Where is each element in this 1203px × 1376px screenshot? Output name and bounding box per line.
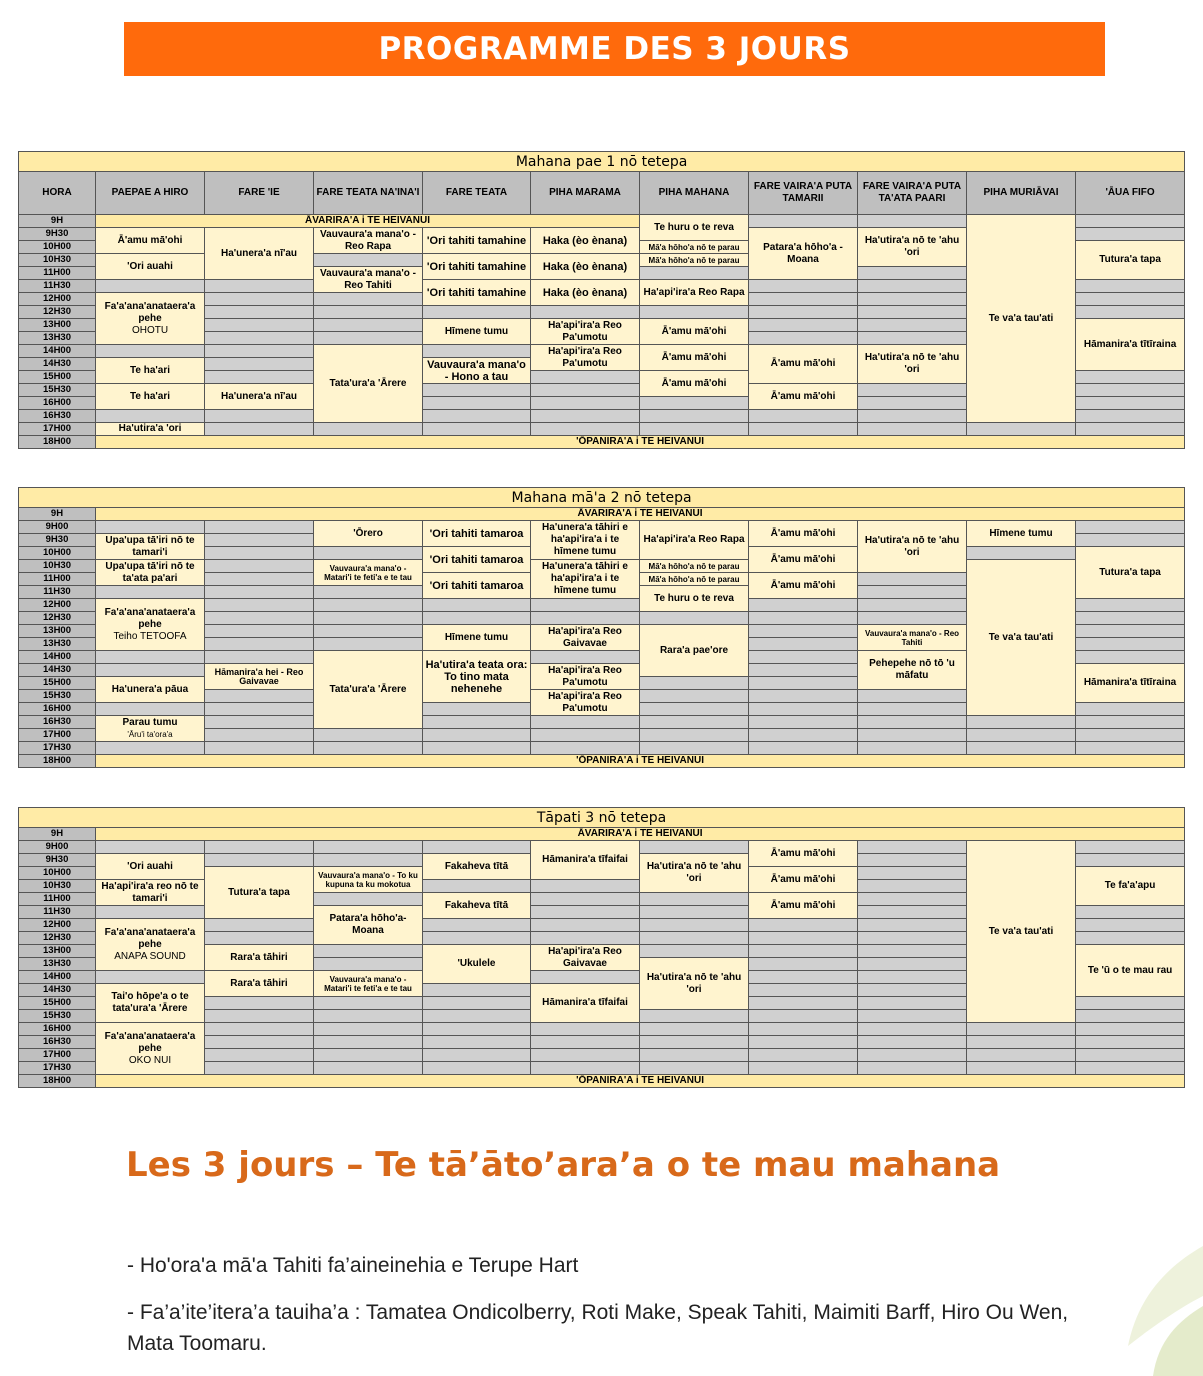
event: Ha'unera'a pāua: [96, 677, 205, 703]
event: Hīmene tumu: [967, 521, 1076, 547]
event-group: [96, 1023, 205, 1075]
time-slot: 9H00: [19, 521, 96, 534]
event: Ha'api'ira'a Reo Pa'umotu: [531, 345, 640, 371]
event: Te ha'ari: [96, 384, 205, 410]
event: 'Ori tahiti tamaroa: [423, 547, 531, 573]
time-slot: 12H00: [19, 919, 96, 932]
event: [1076, 319, 1185, 371]
event-sub: OKO NUI: [128, 1054, 172, 1066]
time-slot: 15H30: [19, 1010, 96, 1023]
time-slot: 13H30: [19, 638, 96, 651]
day3-schedule: [18, 807, 1184, 1088]
event: 'Ori tahiti tamahine: [423, 280, 531, 306]
event: Haka (èo ènana): [531, 228, 640, 254]
time-slot: 15H00: [19, 997, 96, 1010]
event: Ā'amu mā'ohi: [749, 841, 858, 867]
event: Ha'api'ira'a Reo Rapa: [640, 280, 749, 306]
event: Ha'api'ira'a Reo Gaivavae: [531, 625, 640, 651]
time-slot: 12H00: [19, 599, 96, 612]
event: Hīmene tumu: [423, 319, 531, 345]
time-slot: 13H30: [19, 332, 96, 345]
time-slot: 10H30: [19, 880, 96, 893]
time-slot: 18H00: [19, 1075, 96, 1088]
time-slot: 12H00: [19, 293, 96, 306]
time-slot: 16H30: [19, 716, 96, 729]
event-group: [96, 919, 205, 971]
event: 'Ori auahi: [96, 854, 205, 880]
col-header: FARE TEATA: [423, 172, 531, 215]
time-slot: 12H30: [19, 932, 96, 945]
time-slot: 17H00: [19, 423, 96, 436]
event: 'Ori tahiti tamahine: [423, 228, 531, 254]
time-slot: 16H30: [19, 1036, 96, 1049]
time-slot: 11H30: [19, 586, 96, 599]
time-slot: 14H30: [19, 984, 96, 997]
event: 'Ori tahiti tamahine: [423, 254, 531, 280]
event: Fakaheva tītā: [423, 854, 531, 880]
time-slot: 14H30: [19, 664, 96, 677]
time-slot: 13H30: [19, 958, 96, 971]
event: Ā'amu mā'ohi: [640, 371, 749, 397]
time-slot: 16H30: [19, 410, 96, 423]
time-slot: 15H00: [19, 677, 96, 690]
col-header: FARE VAIRA'A PUTA TAMARII: [749, 172, 858, 215]
day-title: Tāpati 3 nō tetepa: [19, 808, 1185, 828]
time-slot: 13H00: [19, 945, 96, 958]
event: Ha'api'ira'a Reo Pa'umotu: [531, 664, 640, 690]
event: Ha'unera'a nī'au: [205, 228, 314, 280]
event-sub: ANAPA SOUND: [114, 950, 186, 962]
event: Ha'utira'a nō te 'ahu 'ori: [640, 958, 749, 1010]
day2-table: [18, 487, 1185, 768]
day1-table: [18, 151, 1185, 449]
event: Ā'amu mā'ohi: [749, 345, 858, 384]
event: Fakaheva tītā: [423, 893, 531, 919]
event: Vauvaura'a mana'o - Reo Rapa: [314, 228, 423, 254]
time-slot: 18H00: [19, 755, 96, 768]
day2-schedule: [18, 487, 1184, 768]
event: Vauvaura'a mana'o - Hono a tau: [423, 358, 531, 384]
event: Ha'unera'a tāhiri e ha'api'ira'a i te hīmene tumu: [531, 521, 640, 560]
event: Ha'api'ira'a Reo Gaivavae: [531, 945, 640, 971]
event: Rara'a pae'ore: [640, 625, 749, 677]
col-header: PIHA MARAMA: [531, 172, 640, 215]
time-slot: 15H00: [19, 371, 96, 384]
event: Pehepehe nō tō 'u māfatu: [858, 651, 967, 690]
day1-schedule: [18, 151, 1184, 449]
time-slot: 9H00: [19, 841, 96, 854]
event: Haka (èo ènana): [531, 280, 640, 306]
time-slot: 16H00: [19, 397, 96, 410]
closing-bar: 'ŌPANIRA'A i TE HEIVANUI: [96, 755, 1185, 768]
time-slot: 12H30: [19, 306, 96, 319]
event: Ā'amu mā'ohi: [749, 384, 858, 410]
event-group: [96, 293, 205, 345]
event: Vauvaura'a mana'o - Matari'i te feti'a e te tau: [314, 560, 423, 586]
section-title: Les 3 jours – Te tā’āto’ara’a o te mau mahana: [126, 1145, 1001, 1185]
opening-bar: ĀVARIRA'A i TE HEIVANUI: [96, 215, 640, 228]
day3-table: [18, 807, 1185, 1088]
event: Tai'o hōpe'a o te tata'ura'a 'Ārere: [96, 984, 205, 1023]
time-slot: 17H00: [19, 729, 96, 742]
time-slot: 17H30: [19, 742, 96, 755]
time-slot: 13H00: [19, 319, 96, 332]
time-slot: 9H30: [19, 854, 96, 867]
time-slot: 10H30: [19, 254, 96, 267]
event-group: [96, 599, 205, 651]
event: Tata'ura'a 'Ārere: [314, 651, 423, 729]
time-slot: 16H00: [19, 703, 96, 716]
time-slot: 10H00: [19, 867, 96, 880]
event: Parau tumu: [122, 716, 178, 728]
opening-bar: ĀVARIRA'A i TE HEIVANUI: [96, 828, 1185, 841]
event: Ha'unera'a tāhiri e ha'api'ira'a i te hīmene tumu: [531, 560, 640, 599]
event: Te va'a tau'ati: [967, 215, 1076, 423]
event: Te va'a tau'ati: [967, 841, 1076, 1023]
time-slot: 11H30: [19, 906, 96, 919]
event: Ā'amu mā'ohi: [749, 867, 858, 893]
event: Ha'api'ira'a Reo Pa'umotu: [531, 690, 640, 716]
event: Te huru o te reva: [640, 586, 749, 612]
event-label: Hāmanira'a tītīraina: [1083, 338, 1177, 350]
event-sub: Teiho TETOOFA: [113, 630, 187, 642]
event: Ā'amu mā'ohi: [640, 319, 749, 345]
time-slot: 9H30: [19, 228, 96, 241]
time-slot: 16H00: [19, 1023, 96, 1036]
event: Ha'api'ira'a Reo Pa'umotu: [531, 319, 640, 345]
event: Ha'unera'a nī'au: [205, 384, 314, 410]
event: Te va'a tau'ati: [967, 560, 1076, 716]
event: Ha'api'ira'a reo nō te tamari'i: [96, 880, 205, 906]
credit-line: - Fa’a’ite’itera’a tauiha’a : Tamatea Ondicolberry, Roti Make, Speak Tahiti, Maimiti Barff, Hiro Ou Wen, Mata Toomaru.: [127, 1301, 1069, 1355]
time-slot: 9H: [19, 828, 96, 841]
time-slot: 14H00: [19, 651, 96, 664]
event: Te huru o te reva: [640, 215, 749, 241]
col-header: PAEPAE A HIRO: [96, 172, 205, 215]
event: Ā'amu mā'ohi: [96, 228, 205, 254]
time-slot: 10H00: [19, 547, 96, 560]
time-slot: 11H00: [19, 573, 96, 586]
event: Ha'api'ira'a Reo Rapa: [640, 521, 749, 560]
event: Ha'utira'a nō te 'ahu 'ori: [640, 854, 749, 893]
event: Mā'a hōho'a nō te parau: [640, 254, 749, 267]
col-header: FARE TEATA NA'INA'I: [314, 172, 423, 215]
event: Patara'a hōho'a-Moana: [314, 906, 423, 945]
event: 'Ukulele: [423, 945, 531, 984]
col-header: PIHA MAHANA: [640, 172, 749, 215]
event: Ā'amu mā'ohi: [749, 893, 858, 919]
day-title: Mahana pae 1 nō tetepa: [19, 152, 1185, 172]
event: Hāmanira'a tīfaifai: [531, 841, 640, 880]
event: Haka (èo ènana): [531, 254, 640, 280]
time-slot: 13H00: [19, 625, 96, 638]
time-slot: 14H30: [19, 358, 96, 371]
event: Patara'a hōho'a - Moana: [749, 228, 858, 280]
event: Fa'a'ana'anataera'a pehe: [104, 926, 196, 950]
event-sub: OHOTU: [131, 324, 169, 336]
time-slot: 11H00: [19, 893, 96, 906]
event: 'Ōrero: [314, 521, 423, 547]
time-slot: 17H30: [19, 1062, 96, 1075]
event: Ha'utira'a teata ora: To tino mata nehenehe: [423, 651, 531, 703]
time-slot: 15H30: [19, 690, 96, 703]
col-header: 'ĀUA FIFO: [1076, 172, 1185, 215]
time-slot: 9H30: [19, 534, 96, 547]
event: 'Ori auahi: [96, 254, 205, 280]
event: 'Ori tahiti tamaroa: [423, 521, 531, 547]
time-slot: 11H30: [19, 280, 96, 293]
event: Ha'utira'a nō te 'ahu 'ori: [858, 521, 967, 573]
time-slot: 14H00: [19, 971, 96, 984]
event: Fa'a'ana'anataera'a pehe: [104, 1030, 196, 1054]
event: Rara'a tāhiri: [205, 971, 314, 997]
event: Te 'ū o te mau rau: [1076, 945, 1185, 997]
col-header: HORA: [19, 172, 96, 215]
event: Fa'a'ana'anataera'a pehe: [104, 300, 196, 324]
closing-bar: 'ŌPANIRA'A i TE HEIVANUI: [96, 436, 1185, 449]
event: Hāmanira'a tīfaifai: [531, 984, 640, 1023]
event: Tata'ura'a 'Ārere: [314, 345, 423, 423]
event: Mā'a hōho'a nō te parau: [640, 573, 749, 586]
event-group: [96, 716, 205, 742]
time-slot: 10H30: [19, 560, 96, 573]
time-slot: 10H00: [19, 241, 96, 254]
opening-bar: ĀVARIRA'A i TE HEIVANUI: [96, 508, 1185, 521]
time-slot: 14H00: [19, 345, 96, 358]
leaf-decoration-icon: [1108, 1236, 1203, 1376]
time-slot: 15H30: [19, 384, 96, 397]
event: Ā'amu mā'ohi: [640, 345, 749, 371]
event: Te fa'a'apu: [1076, 867, 1185, 906]
event: Upa'upa tā'iri nō te ta'ata pa'ari: [96, 560, 205, 586]
event: Ā'amu mā'ohi: [749, 521, 858, 547]
closing-bar: 'ŌPANIRA'A i TE HEIVANUI: [96, 1075, 1185, 1088]
event: Ā'amu mā'ohi: [749, 573, 858, 599]
event: Hāmanira'a tītīraina: [1076, 664, 1185, 703]
credit-line: - Ho'ora'a mā'a Tahiti fa’aineinehia e Terupe Hart: [127, 1254, 579, 1277]
event: Hāmanira'a hei - Reo Gaivavae: [205, 664, 314, 690]
event: Te ha'ari: [96, 358, 205, 384]
col-header: FARE 'IE: [205, 172, 314, 215]
time-slot: 18H00: [19, 436, 96, 449]
day-title: Mahana mā'a 2 nō tetepa: [19, 488, 1185, 508]
event: Vauvaura'a mana'o - To ku kupuna ta ku mokotua: [314, 867, 423, 893]
col-header: FARE VAIRA'A PUTA TA'ATA PAARI: [858, 172, 967, 215]
event: Rara'a tāhiri: [205, 945, 314, 971]
col-header: PIHA MURIĀVAI: [967, 172, 1076, 215]
event: 'Ori tahiti tamaroa: [423, 573, 531, 599]
event-sub: 'Āru'i ta'ora'a: [127, 729, 173, 739]
time-slot: 12H30: [19, 612, 96, 625]
time-slot: 9H: [19, 508, 96, 521]
time-slot: 11H00: [19, 267, 96, 280]
event: Mā'a hōho'a nō te parau: [640, 241, 749, 254]
event: Hīmene tumu: [423, 625, 531, 651]
event: Ha'utira'a nō te 'ahu 'ori: [858, 228, 967, 267]
event: Tutura'a tapa: [1076, 547, 1185, 599]
event: Vauvaura'a mana'o - Reo Tahiti: [314, 267, 423, 293]
event: Tutura'a tapa: [1076, 241, 1185, 280]
event: Tutura'a tapa: [205, 867, 314, 919]
event: Ha'utira'a 'ori: [96, 423, 205, 436]
event: Mā'a hōho'a nō te parau: [640, 560, 749, 573]
event: Upa'upa tā'iri nō te tamari'i: [96, 534, 205, 560]
page-banner: [124, 22, 1105, 76]
event: Ā'amu mā'ohi: [749, 547, 858, 573]
event: Fa'a'ana'anataera'a pehe: [104, 606, 196, 630]
event: Vauvaura'a mana'o - Reo Tahiti: [858, 625, 967, 651]
event: Vauvaura'a mana'o - Matari'i te feti'a e te tau: [314, 971, 423, 997]
time-slot: 9H: [19, 215, 96, 228]
page-title: PROGRAMME DES 3 JOURS: [378, 31, 851, 67]
time-slot: 17H00: [19, 1049, 96, 1062]
event: Ha'utira'a nō te 'ahu 'ori: [858, 345, 967, 384]
